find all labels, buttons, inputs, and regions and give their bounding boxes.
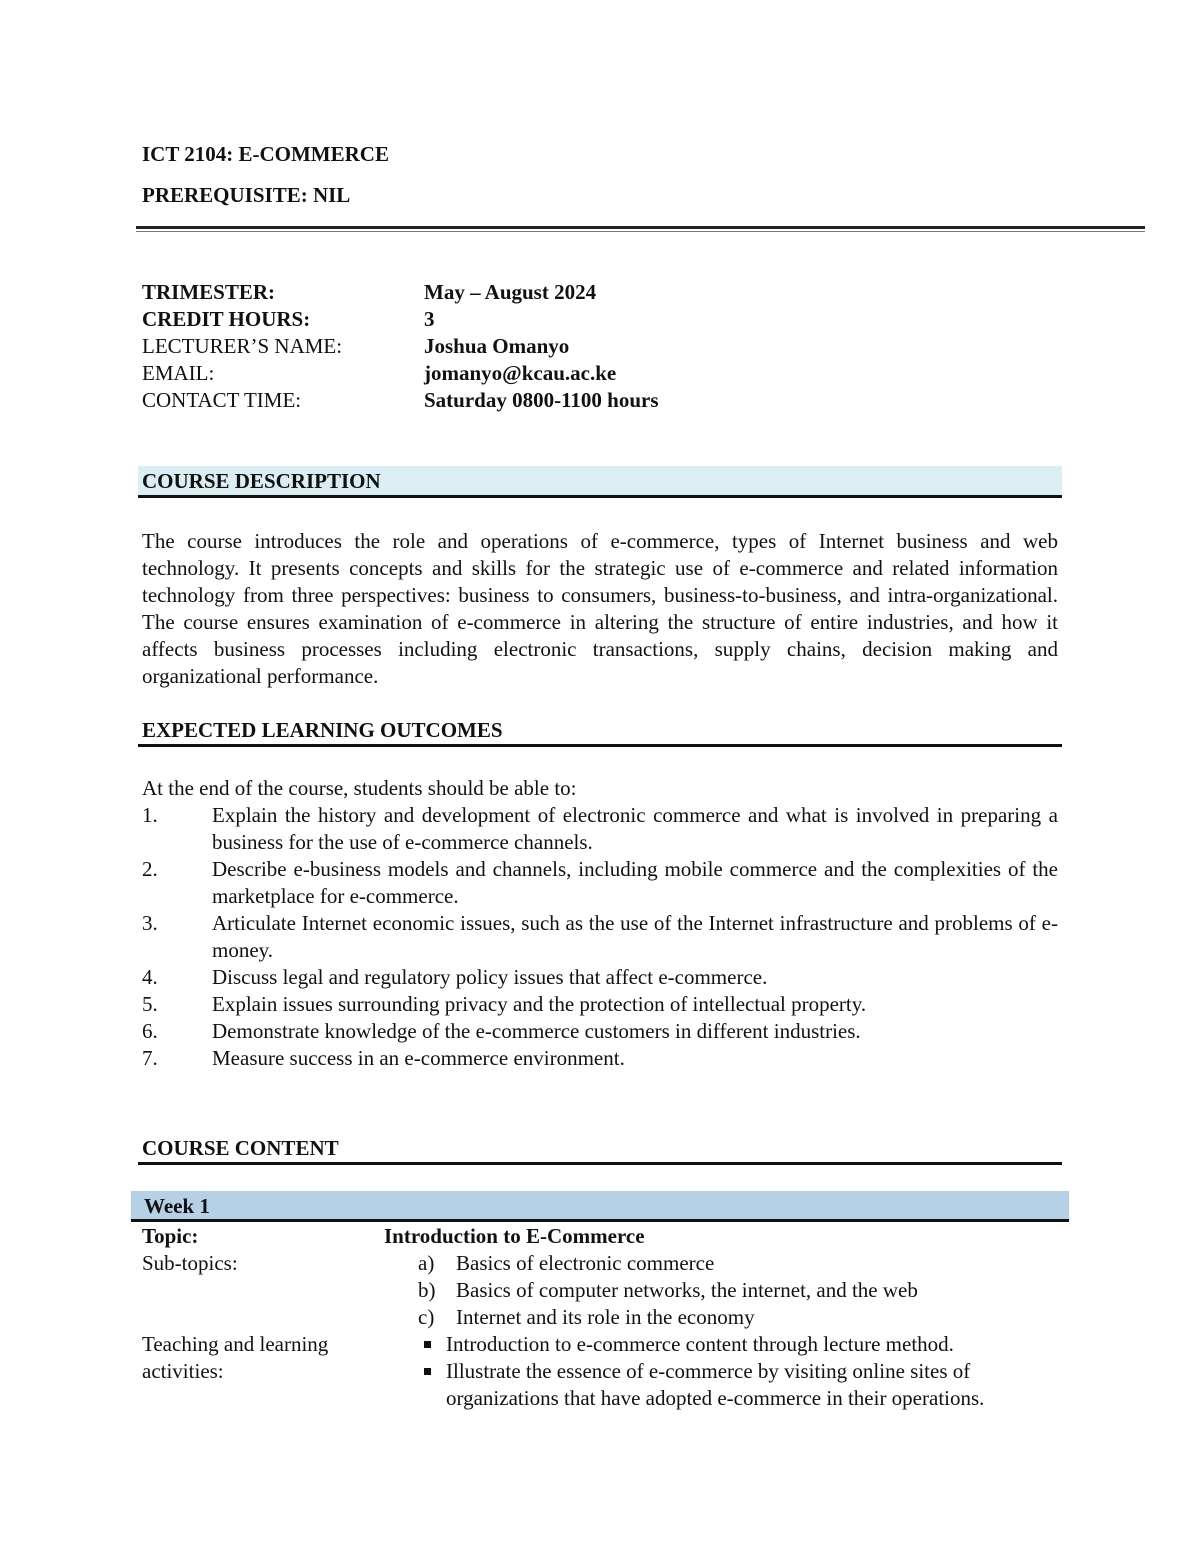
list-item bbox=[142, 1018, 1058, 1045]
list-text: Explain issues surrounding privacy and the protection of intellectual property. bbox=[212, 992, 867, 1016]
activities-label-line: Teaching and learning bbox=[142, 1332, 329, 1356]
list-text: Explain the history and development of electronic commerce and what is involved in preparing a business for the use of e-commerce channels. bbox=[212, 803, 1058, 854]
square-bullet-icon bbox=[420, 1358, 446, 1412]
course-title: ICT 2104: E-COMMERCE bbox=[142, 142, 389, 166]
list-number: 2. bbox=[142, 857, 158, 881]
list-text: Measure success in an e-commerce environment. bbox=[212, 1046, 625, 1070]
list-item bbox=[142, 991, 1058, 1018]
prerequisite-line: PREREQUISITE: NIL bbox=[142, 183, 351, 207]
square-bullet-icon bbox=[420, 1331, 446, 1358]
header-divider bbox=[136, 226, 1145, 232]
list-number: 3. bbox=[142, 911, 158, 935]
info-row-email bbox=[142, 360, 659, 387]
list-text: Articulate Internet economic issues, such as the use of the Internet infrastructure and problems of e-money. bbox=[212, 911, 1058, 962]
week-details bbox=[142, 1223, 1072, 1412]
info-row-lecturer bbox=[142, 333, 659, 360]
subtopics-label: Sub-topics: bbox=[142, 1251, 238, 1275]
list-text: Describe e-business models and channels, including mobile commerce and the complexities of the marketplace for e-commerce. bbox=[212, 857, 1058, 908]
course-description-text: The course introduces the role and operations of e-commerce, types of Internet business and web technology. It presents concepts and skills for the strategic use of e-commerce and related information technology from three perspectives: business to consumers, business-to-business, and intra-organizational. The course ensures examination of e-commerce in altering the structure of entire industries, and how it affects business processes including electronic transactions, supply chains, decision making and organizational performance. bbox=[142, 529, 1058, 688]
info-value: 3 bbox=[424, 307, 435, 331]
learning-outcomes-heading: EXPECTED LEARNING OUTCOMES bbox=[138, 715, 1062, 747]
course-content-heading: COURSE CONTENT bbox=[138, 1133, 1062, 1165]
list-item bbox=[384, 1304, 1072, 1331]
list-item bbox=[384, 1250, 1072, 1277]
topic-label: Topic: bbox=[142, 1224, 199, 1248]
list-text: Introduction to e-commerce content through lecture method. bbox=[446, 1332, 954, 1356]
info-label: LECTURER’S NAME: bbox=[142, 334, 343, 358]
info-label: CREDIT HOURS: bbox=[142, 307, 311, 331]
info-value: May – August 2024 bbox=[424, 280, 597, 304]
email-value: jomanyo@kcau.ac.ke bbox=[424, 361, 617, 385]
list-item bbox=[142, 856, 1058, 910]
list-item bbox=[384, 1331, 1072, 1358]
info-row-credit-hours bbox=[142, 306, 659, 333]
list-number: 5. bbox=[142, 992, 158, 1016]
list-letter: a) bbox=[418, 1251, 435, 1275]
topic-value: Introduction to E-Commerce bbox=[384, 1224, 645, 1248]
subtopics-row bbox=[142, 1250, 1072, 1331]
info-row-contact-time bbox=[142, 387, 659, 414]
outcomes-intro: At the end of the course, students should be able to: bbox=[142, 776, 577, 800]
list-letter: b) bbox=[418, 1278, 436, 1302]
activities-label bbox=[142, 1331, 384, 1412]
week-header: Week 1 bbox=[131, 1191, 1069, 1222]
learning-outcomes-list bbox=[142, 775, 1058, 1072]
info-label: EMAIL: bbox=[142, 361, 215, 385]
info-row-trimester bbox=[142, 279, 659, 306]
list-text: Internet and its role in the economy bbox=[456, 1305, 755, 1329]
list-letter: c) bbox=[418, 1305, 435, 1329]
info-label: CONTACT TIME: bbox=[142, 388, 302, 412]
list-number: 6. bbox=[142, 1019, 158, 1043]
activities-list bbox=[384, 1331, 1072, 1412]
activities-label-line: activities: bbox=[142, 1359, 224, 1383]
list-item bbox=[384, 1358, 1072, 1412]
info-value: Saturday 0800-1100 hours bbox=[424, 388, 659, 412]
activities-row bbox=[142, 1331, 1072, 1412]
info-value: Joshua Omanyo bbox=[424, 334, 570, 358]
list-text: Illustrate the essence of e-commerce by visiting online sites of organizations that have adopted e-commerce in their operations. bbox=[446, 1359, 985, 1410]
list-number: 7. bbox=[142, 1046, 158, 1070]
list-number: 1. bbox=[142, 803, 158, 827]
info-label: TRIMESTER: bbox=[142, 280, 276, 304]
course-info-table bbox=[142, 279, 659, 414]
topic-row bbox=[142, 1223, 1072, 1250]
list-item bbox=[384, 1277, 1072, 1304]
list-text: Basics of computer networks, the internet, and the web bbox=[456, 1278, 918, 1302]
list-text: Discuss legal and regulatory policy issues that affect e-commerce. bbox=[212, 965, 768, 989]
subtopics-list bbox=[384, 1250, 1072, 1331]
list-item bbox=[142, 910, 1058, 964]
list-item bbox=[142, 1045, 1058, 1072]
list-item bbox=[142, 964, 1058, 991]
list-text: Demonstrate knowledge of the e-commerce customers in different industries. bbox=[212, 1019, 861, 1043]
list-item bbox=[142, 802, 1058, 856]
list-number: 4. bbox=[142, 965, 158, 989]
course-description-heading: COURSE DESCRIPTION bbox=[138, 466, 1062, 498]
list-text: Basics of electronic commerce bbox=[456, 1251, 715, 1275]
